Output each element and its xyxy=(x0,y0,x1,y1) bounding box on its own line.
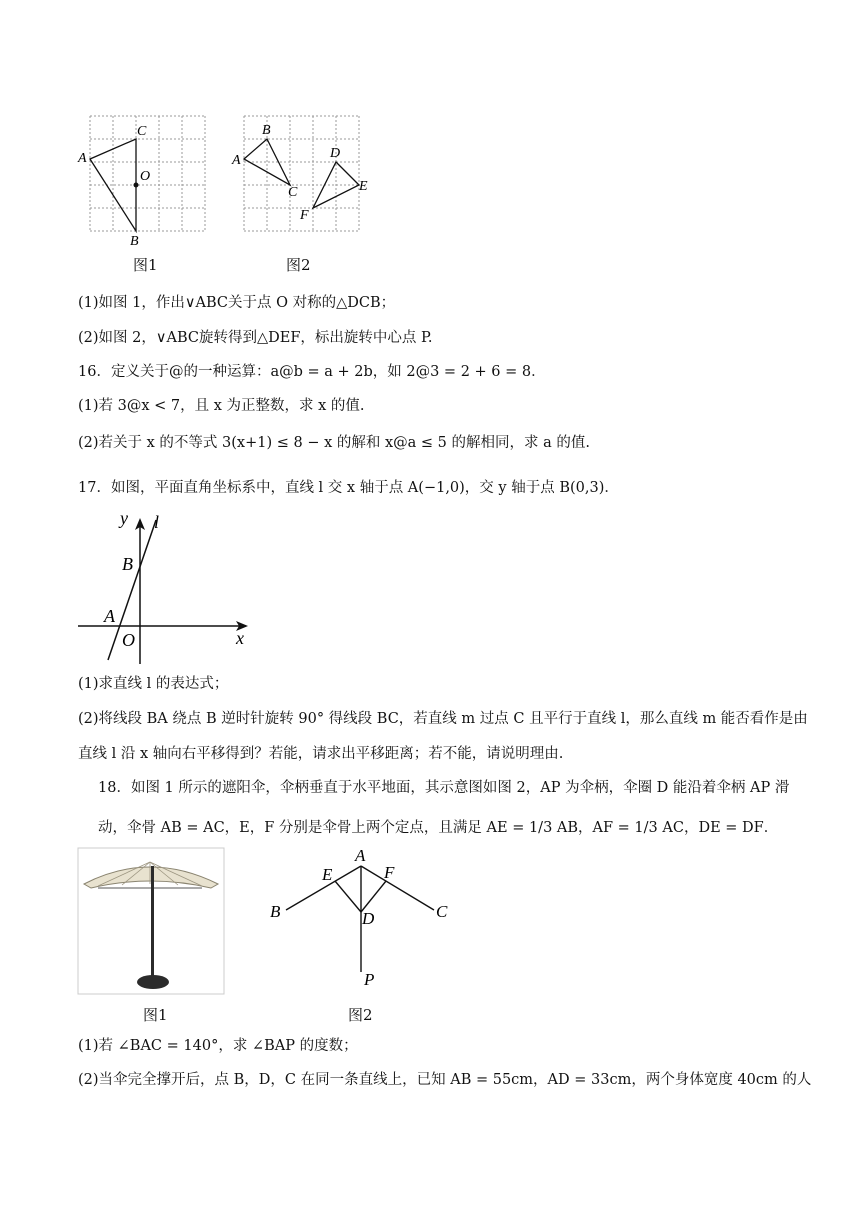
q16-stem: 16．定义关于@的一种运算：a@b = a + 2b，如 2@3 = 2 + 6 = 8． xyxy=(78,364,546,380)
label-l: l xyxy=(154,512,160,532)
q16-part2: (2)若关于 x 的不等式 3(x+1) ≤ 8 − x 的解和 x@a ≤ 5 的解相同，求 a 的值. xyxy=(78,435,590,451)
umbrella-base xyxy=(137,975,169,989)
q17-part1: (1)求直线 l 的表达式； xyxy=(78,676,229,692)
label-o: O xyxy=(122,630,135,650)
q17-part2-line1: (2)将线段 BA 绕点 B 逆时针旋转 90° 得线段 BC，若直线 m 过点 C 且平行于直线 l，那么直线 m 能否看作是由 xyxy=(78,711,808,727)
label-b: B xyxy=(270,902,281,921)
label-a: A xyxy=(78,151,87,166)
label-f: F xyxy=(300,208,309,223)
strut-de xyxy=(335,881,361,912)
label-e: E xyxy=(322,865,333,884)
label-c: C xyxy=(288,185,298,200)
q18-stem-line1: 18．如图 1 所示的遮阳伞，伞柄垂直于水平地面，其示意图如图 2，AP 为伞柄，伞圈 D 能沿着伞柄 AP 滑 xyxy=(98,780,790,796)
label-b: B xyxy=(130,234,139,249)
label-o: O xyxy=(140,169,151,184)
q15-part1: (1)如图 1，作出∨ABC关于点 O 对称的△DCB； xyxy=(78,295,396,311)
q16-part1: (1)若 3@x < 7，且 x 为正整数，求 x 的值. xyxy=(78,398,365,414)
label-b: B xyxy=(122,554,133,574)
q17-coordinate-figure xyxy=(76,508,256,668)
label-c: C xyxy=(137,124,147,139)
q18-part1: (1)若 ∠BAC = 140°，求 ∠BAP 的度数； xyxy=(78,1038,358,1054)
q15-part2: (2)如图 2，∨ABC旋转得到△DEF，标出旋转中心点 P. xyxy=(78,330,433,346)
label-p: P xyxy=(364,970,375,989)
label-a: A xyxy=(104,606,115,626)
label-x: x xyxy=(236,628,244,648)
q17-part2-line2: 直线 l 沿 x 轴向右平移得到？若能，请求出平移距离；若不能，请说明理由. xyxy=(78,746,564,762)
q17-stem: 17．如图，平面直角坐标系中，直线 l 交 x 轴于点 A(−1,0)，交 y 轴于点 B(0,3)． xyxy=(78,480,619,496)
q18-figure-2-caption: 图2 xyxy=(348,1006,373,1024)
figure-2-caption: 图2 xyxy=(286,256,311,274)
q18-figure-1-caption: 图1 xyxy=(143,1006,168,1024)
label-e: E xyxy=(359,179,368,194)
label-d: D xyxy=(362,909,375,928)
label-a: A xyxy=(232,153,241,168)
umbrella-diagram xyxy=(266,848,466,993)
figure-1-caption: 图1 xyxy=(133,256,158,274)
label-a: A xyxy=(355,846,366,865)
umbrella-photo xyxy=(78,848,224,996)
label-d: D xyxy=(330,146,341,161)
label-b: B xyxy=(262,123,271,138)
q18-part2: (2)当伞完全撑开后，点 B，D，C 在同一条直线上，已知 AB = 55cm，AD = 33cm，两个身体宽度 40cm 的人 xyxy=(78,1072,812,1088)
figure-1-grid xyxy=(78,112,218,247)
umbrella-pole xyxy=(151,866,154,978)
strut-df xyxy=(361,881,386,912)
label-c: C xyxy=(436,902,448,921)
label-y: y xyxy=(120,508,128,528)
point-o xyxy=(134,183,139,188)
q18-stem-line2: 动，伞骨 AB = AC，E，F 分别是伞骨上两个定点，且满足 AE = 1/3 AB，AF = 1/3 AC，DE = DF． xyxy=(98,820,779,836)
label-f: F xyxy=(384,863,395,882)
rib-ac xyxy=(361,866,434,910)
figure-2-grid xyxy=(232,112,372,247)
